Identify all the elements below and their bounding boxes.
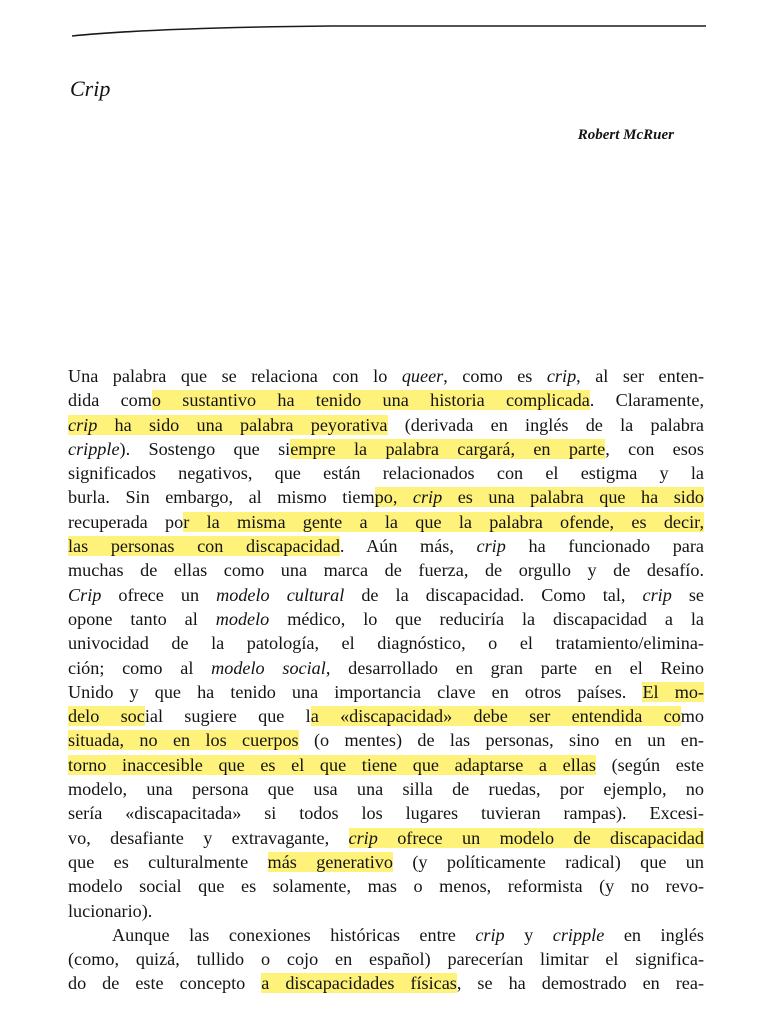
text-run: ial sugiere que l	[144, 706, 311, 727]
text-run: muchas de ellas como una marca de fuerza, de orgullo y de desafío.	[68, 560, 704, 581]
text-line	[68, 437, 704, 461]
text-run: y	[504, 924, 553, 945]
text-line	[68, 364, 704, 388]
italic-term: cripple	[68, 438, 120, 459]
text-line	[68, 704, 704, 728]
text-line	[68, 583, 704, 607]
highlighted-text: más generativo	[267, 851, 393, 872]
body-text	[68, 364, 704, 996]
text-run: (como, quizá, tullido o cojo en español) parecerían limitar el significa-	[68, 949, 704, 970]
text-run: , al ser enten-	[576, 366, 705, 386]
text-line	[68, 558, 704, 582]
text-run: ción; como al	[68, 657, 212, 678]
italic-term: crip	[475, 924, 505, 945]
italic-term: Crip	[68, 584, 102, 605]
text-line	[68, 656, 704, 680]
text-run: . Aún más,	[339, 536, 477, 557]
highlighted-text: es una palabra que ha sido	[442, 487, 705, 508]
text-line	[68, 850, 704, 874]
text-run: burla. Sin embargo, al mismo tiem	[68, 487, 375, 508]
text-run: (y políticamente radical) que un	[392, 851, 704, 872]
text-run: . Claramente,	[589, 390, 704, 411]
chapter-author: Robert McRuer	[577, 127, 674, 143]
highlighted-text: inaccesible que es el que tiene que adaptarse a ellas	[106, 754, 596, 775]
text-run: vo, desafiante y extravagante,	[68, 827, 349, 848]
text-line	[68, 826, 704, 850]
text-run: ). Sostengo que si	[119, 438, 291, 459]
text-line	[68, 753, 704, 777]
text-line	[68, 413, 704, 437]
text-run: , como es	[443, 366, 547, 386]
italic-term: crip	[642, 584, 672, 605]
text-run: , desarrollado en gran parte en el Reino	[325, 657, 704, 678]
italic-term: crip	[476, 536, 506, 557]
italic-term: modelo cultural	[216, 584, 345, 605]
text-line	[68, 631, 704, 655]
highlighted-text: a discapacidades físicas	[261, 973, 457, 994]
text-run: do de este concepto	[68, 973, 262, 994]
text-line	[68, 971, 704, 995]
text-run: lucionario).	[68, 900, 153, 921]
text-line	[68, 485, 704, 509]
text-line	[68, 680, 704, 704]
text-run: ha funcionado para	[505, 536, 705, 557]
highlighted-text: r la misma gente a la que la palabra ofende, es decir,	[183, 511, 704, 532]
text-line	[68, 534, 704, 558]
text-run: mo	[680, 706, 704, 727]
chapter-title: Crip	[70, 76, 111, 101]
text-line	[68, 899, 704, 923]
text-line	[68, 947, 704, 971]
text-line	[68, 607, 704, 631]
highlighted-text: o sustantivo ha tenido una historia complicada	[151, 390, 590, 411]
highlighted-text: situada, no en los cuerpos	[68, 730, 299, 751]
text-run: dida com	[68, 390, 152, 411]
text-line	[68, 777, 704, 801]
italic-term: queer	[401, 366, 444, 386]
highlighted-text: a «discapacidad» debe ser entendida co	[310, 706, 681, 727]
highlighted-text: ofrece un modelo de discapacidad	[377, 827, 704, 848]
text-run: en inglés	[604, 924, 704, 945]
italic-term: cripple	[552, 924, 605, 945]
text-run: sería «discapacitada» si todos los lugares tuvieran rampas). Excesi-	[68, 803, 704, 824]
text-run: , se ha demostrado en rea-	[456, 973, 704, 994]
text-run: que es culturalmente	[68, 851, 268, 872]
text-run: modelo social que es solamente, mas o menos, reformista (y no revo-	[68, 876, 704, 897]
italic-term: crip	[546, 366, 577, 386]
highlighted-text: El mo-	[642, 681, 704, 702]
text-line	[68, 728, 704, 752]
highlighted-text: crip	[68, 414, 98, 435]
text-line	[68, 801, 704, 825]
italic-term: modelo	[215, 608, 270, 629]
highlighted-text: empre la palabra cargará, en parte	[290, 438, 606, 459]
highlighted-text: crip	[348, 827, 378, 848]
highlighted-text: torno	[68, 754, 107, 775]
text-line	[68, 388, 704, 412]
text-run: univocidad de la patología, el diagnóstico, o el tratamiento/elimina-	[68, 633, 704, 654]
text-run: (derivada en inglés de la palabra	[387, 414, 704, 435]
text-run: modelo, una persona que usa una silla de ruedas, por ejemplo, no	[68, 779, 704, 800]
text-run: Aunque las conexiones históricas entre	[112, 924, 476, 945]
text-run: se	[671, 584, 705, 605]
text-run: recuperada po	[68, 511, 184, 532]
text-line	[68, 923, 704, 947]
text-run: de la discapacidad. Como tal,	[344, 584, 643, 605]
text-line	[68, 461, 704, 485]
highlighted-text: delo soc	[68, 706, 145, 727]
text-run: opone tanto al	[68, 608, 216, 629]
highlighted-text: las personas con discapacidad	[68, 536, 340, 557]
text-run: significados negativos, que están relacionados con el estigma y la	[68, 463, 704, 484]
highlighted-text: po,	[374, 487, 413, 508]
text-line	[68, 510, 704, 534]
italic-term: modelo social	[211, 657, 326, 678]
highlighted-text: ha sido una palabra peyorativa	[97, 414, 388, 435]
text-run: (o mentes) de las personas, sino en un en-	[298, 730, 704, 751]
text-run: , con esos	[605, 438, 704, 459]
text-line	[68, 874, 704, 898]
text-run: Unido y que ha tenido una importancia clave en otros países.	[68, 681, 643, 702]
header-rule	[72, 18, 706, 40]
highlighted-text: crip	[412, 487, 443, 508]
text-run: ofrece un	[101, 584, 217, 605]
text-run: (según este	[595, 754, 704, 775]
text-run: médico, lo que reduciría la discapacidad a la	[269, 608, 704, 629]
text-run: Una palabra que se relaciona con lo	[68, 366, 402, 386]
